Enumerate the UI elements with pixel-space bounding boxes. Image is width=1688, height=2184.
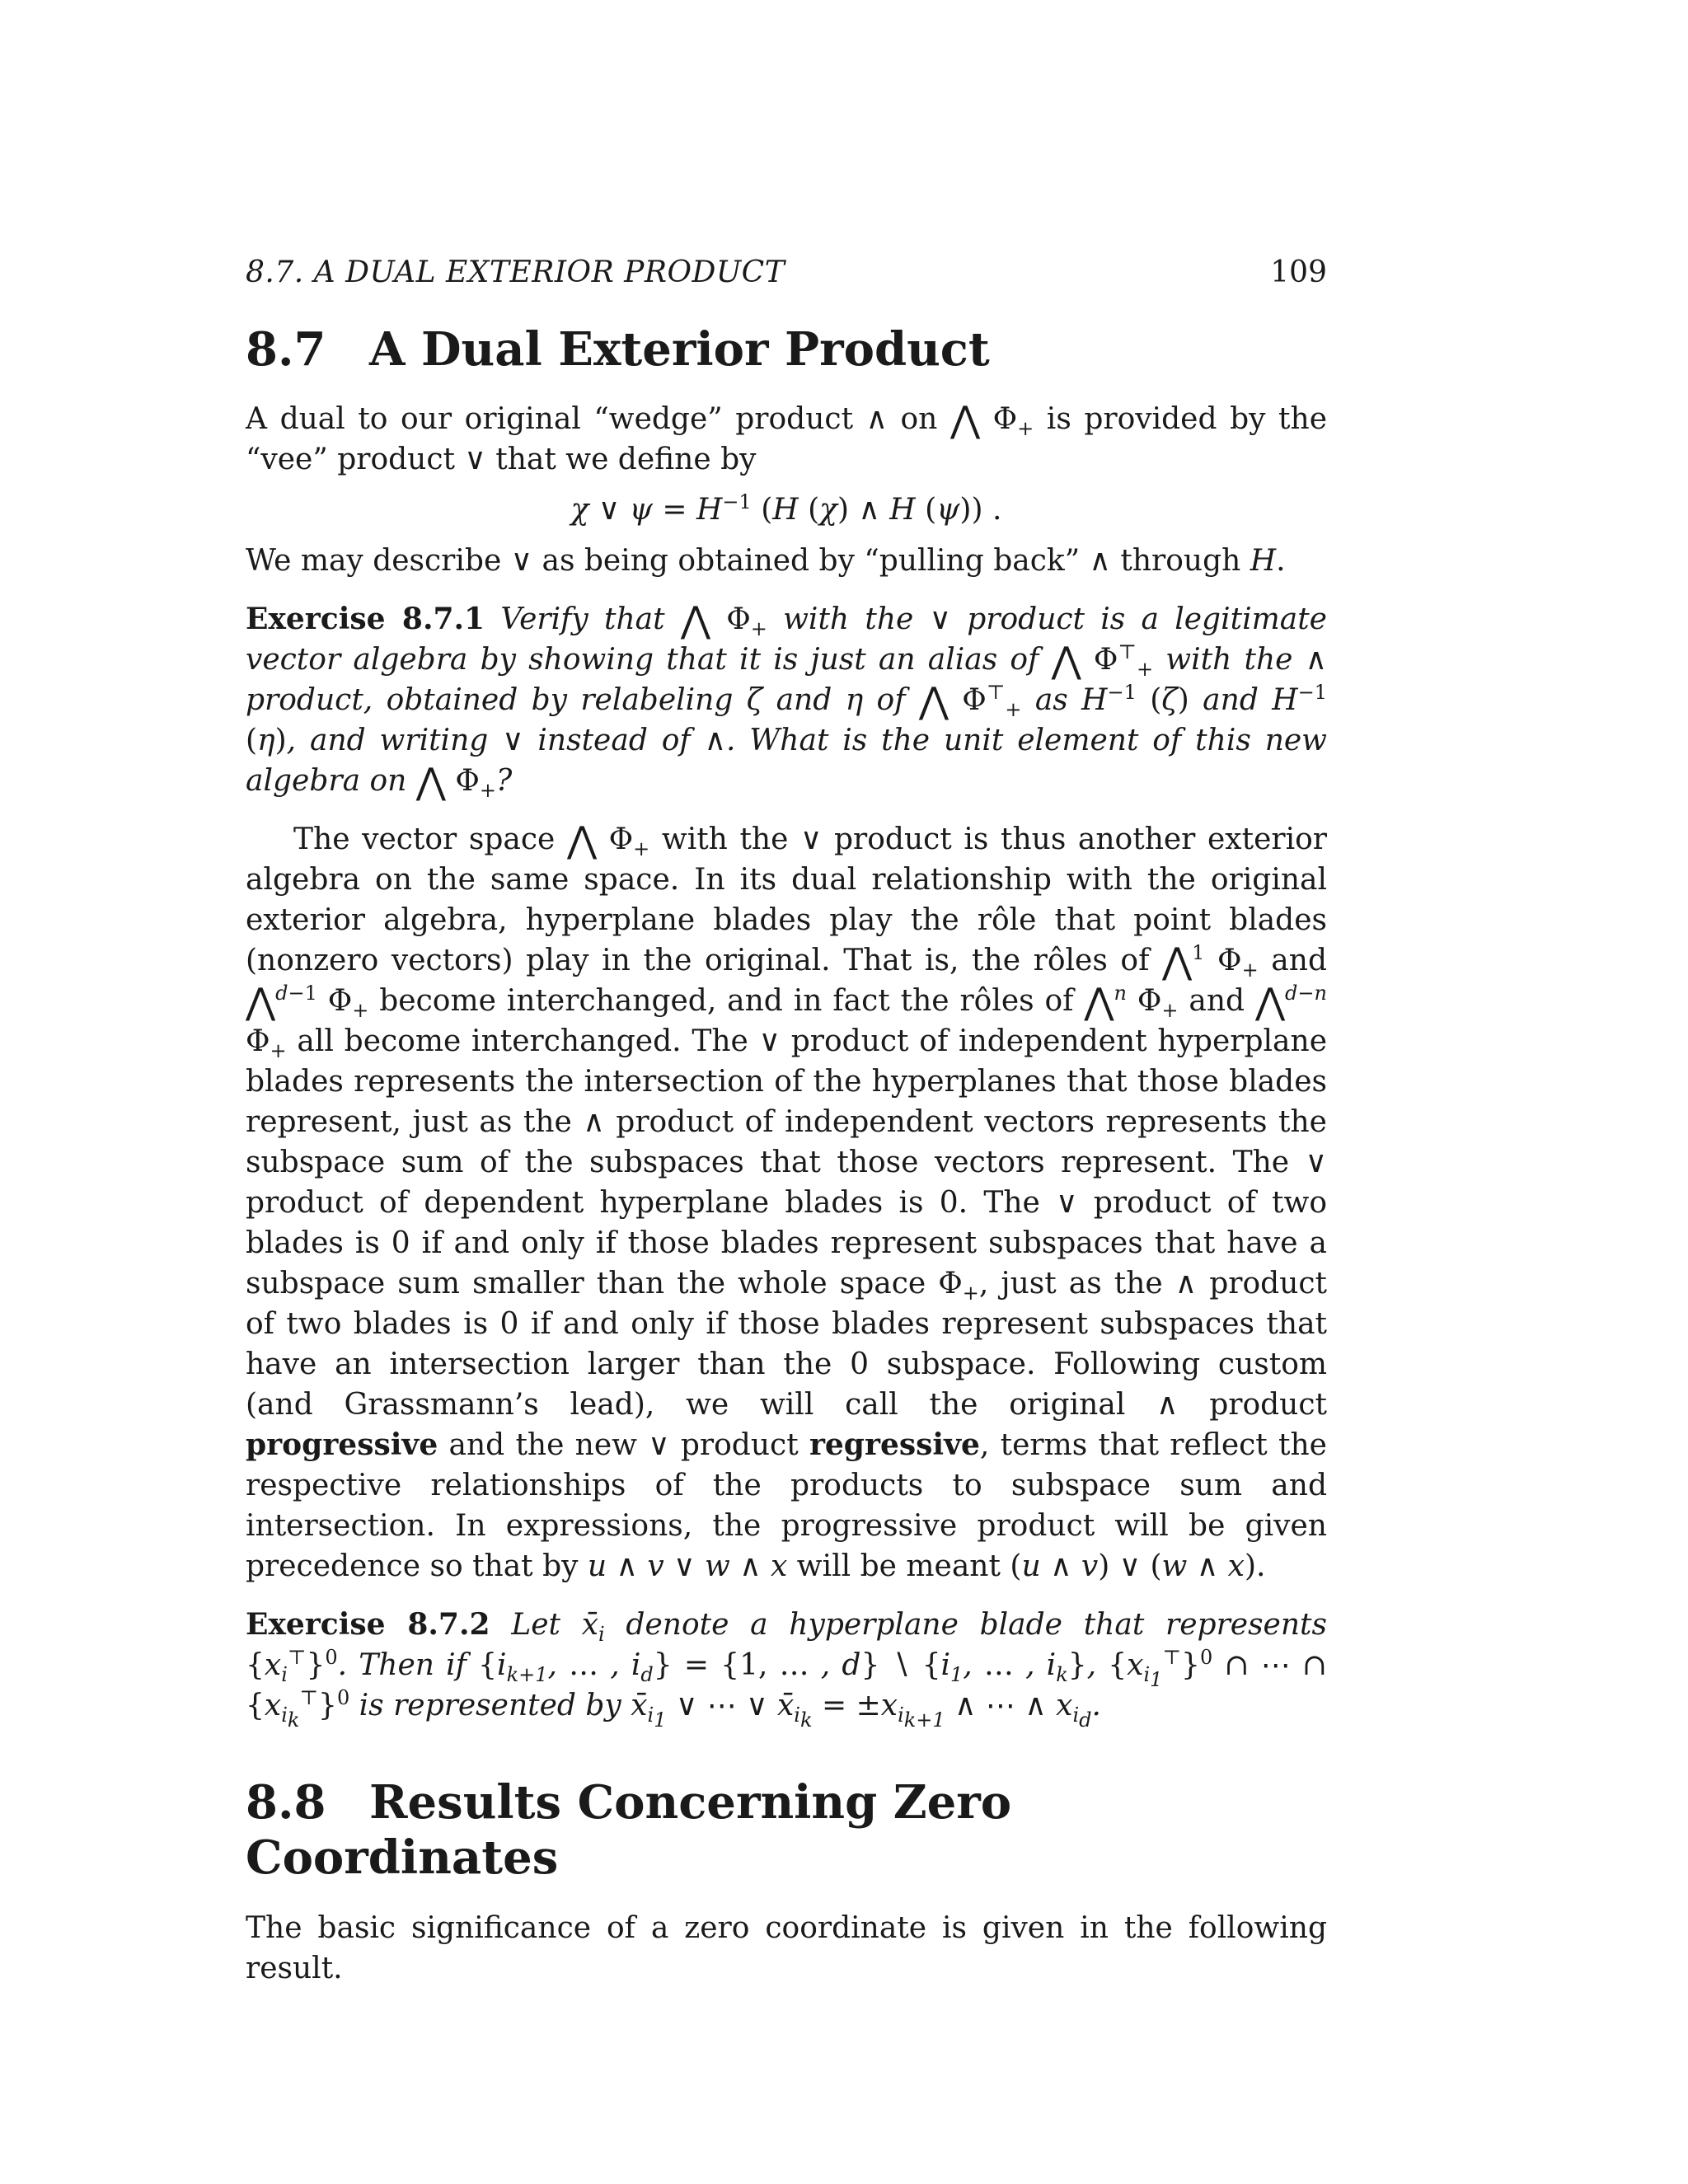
section-title: A Dual Exterior Product <box>369 322 990 377</box>
page <box>246 255 1327 1989</box>
exercise-8-7-2: Exercise 8.7.2 Let $x̄_i$ denote a hyperplane blade that represents $\{x_i^⊤\}^0$. Then if {$i_{k+1}$, … , $i_d\} = \{1$, … , d} ∖ {$i_1$, … , $i_k$}, $\{x_{i_1}^⊤\}^0$ ∩ ⋯ ∩ $\{x_{i_k}^⊤\}^0$ is represented by $x̄_{i_1}$ ∨ ⋯ ∨ $x̄_{i_k} = \pm x_{i_{k+1}}$ ∧ ⋯ ∧ $x_{i_d}$. <box>246 1607 1328 1732</box>
exercise-8-7-1: Exercise 8.7.1 Verify that ⋀ $\Phi_+$ with the ∨ product is a legitimate vector algebra by showing that it is just an alias of ⋀ $\Phi^⊤_+$ with the ∧ product, obtained by relabeling ζ and η of ⋀ $\Phi^⊤_+$ as $H^{-1}$ (ζ) and $H^{-1}$ (η), and writing ∨ instead of ∧. What is the unit element of this new algebra on ⋀ $\Phi_+$? <box>246 599 1327 804</box>
running-head-title: 8.7. A DUAL EXTERIOR PRODUCT <box>246 255 785 289</box>
page-number: 109 <box>1270 255 1327 289</box>
section-heading-8-8 <box>246 1775 1327 1886</box>
section-title: Results Concerning Zero Coordinates <box>246 1775 1012 1886</box>
text-run: is provided by the “vee” product ∨ that we define by <box>246 402 1327 477</box>
exercise-label: Exercise 8.7.1 <box>246 602 485 637</box>
paragraph-intro: A dual to our original “wedge” product ∧ on ⋀ $\Phi_+$ is provided by the “vee” product ∨ that we define by <box>246 399 1327 477</box>
text-run: A dual to our original “wedge” product ∧ on <box>246 402 950 437</box>
section-number: 8.8 <box>246 1775 326 1830</box>
paragraph-zero-coordinates: The basic significance of a zero coordinate is given in the following result. <box>246 1910 1327 1985</box>
display-equation: χ ∨ $\psi = H^{-1}$ (H (χ) ∧ H (ψ)) . <box>570 490 1002 527</box>
text-run: We may describe ∨ as being obtained by “pulling back” ∧ through <box>246 544 1250 579</box>
section-number: 8.7 <box>246 322 326 377</box>
term-progressive: progressive <box>246 1427 438 1463</box>
running-head <box>246 255 1327 289</box>
term-regressive: regressive <box>809 1427 980 1463</box>
section-heading-8-7 <box>246 322 1327 377</box>
paragraph-pullback: We may describe ∨ as being obtained by “pulling back” ∧ through H. <box>246 544 1286 579</box>
paragraph-main: The vector space ⋀ $\Phi_+$ with the ∨ product is thus another exterior algebra on the same space. In its dual relationship with the original exterior algebra, hyperplane blades play the rôle that point blades (nonzero vectors) play in the original. That is, the rôles of ⋀$^1$ $\Phi_+$ and ⋀$^{d-1}$ $\Phi_+$ become interchanged, and in fact the rôles of ⋀$^n$ $\Phi_+$ and ⋀$^{d-n}$ $\Phi_+$ all become interchanged. The ∨ product of independent hyperplane blades represents the intersection of the hyperplanes that those blades represent, just as the ∧ product of independent vectors represents the subspace sum of the subspaces that those vectors represent. The ∨ product of dependent hyperplane blades is 0. The ∨ product of two blades is 0 if and only if those blades represent subspaces that have a subspace sum smaller than the whole space $\Phi_+$, just as the ∧ product of two blades is 0 if and only if those blades represent subspaces that have an intersection larger than the 0 subspace. Following custom (and Grassmann’s lead), we will call the original ∧ product progressive and the new ∨ product regressive, terms that reflect the respective relationships of the products to subspace sum and intersection. In expressions, the progressive product will be given precedence so that by u ∧ v ∨ w ∧ x will be meant (u ∧ v) ∨ (w ∧ x). <box>246 819 1328 1584</box>
exercise-label: Exercise 8.7.2 <box>246 1607 490 1643</box>
